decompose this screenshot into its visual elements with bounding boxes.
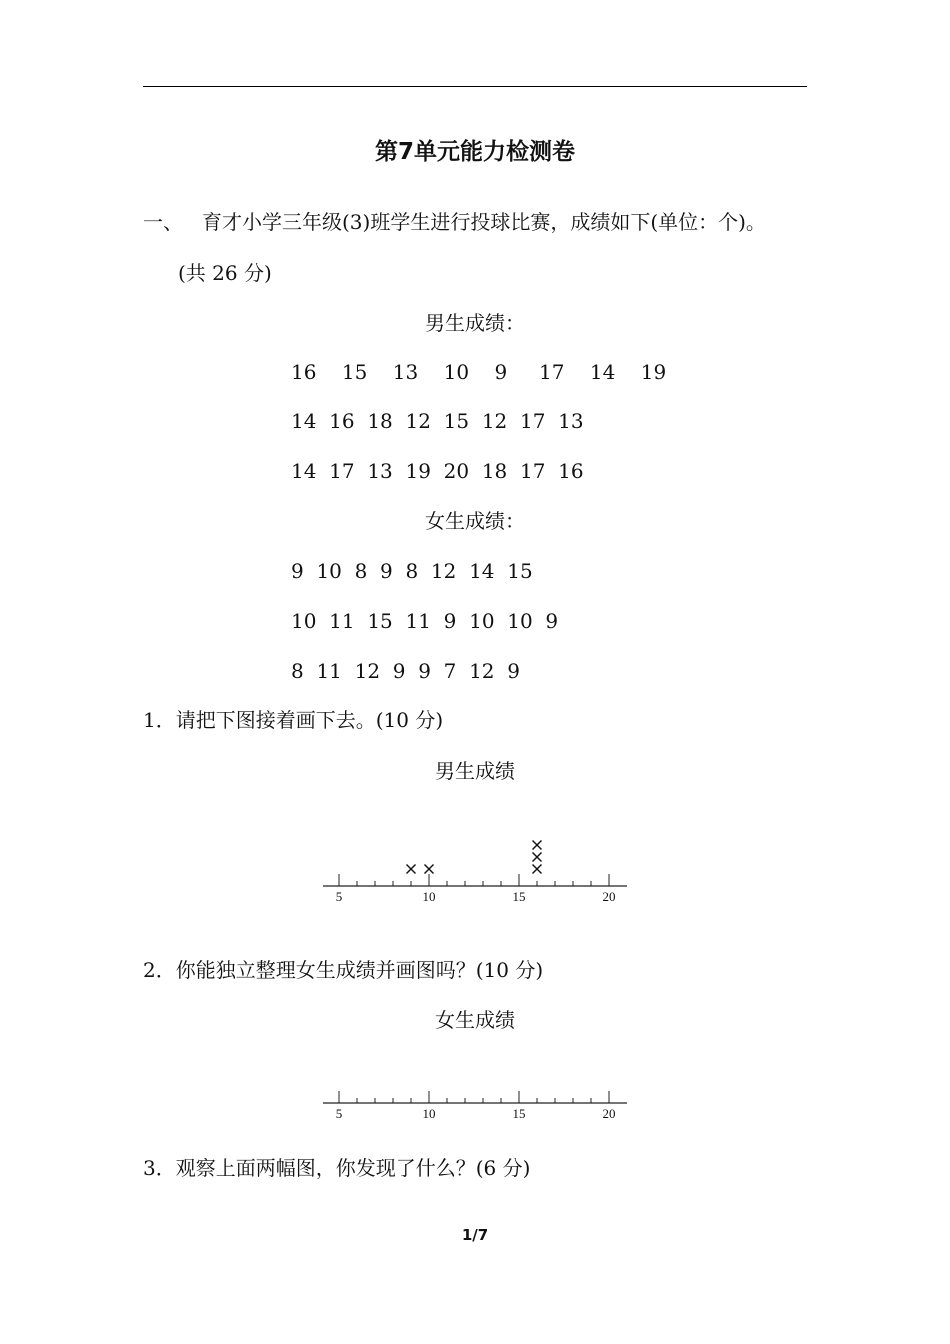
section-text: 育才小学三年级(3)班学生进行投球比赛，成绩如下(单位：个)。 [202, 210, 766, 234]
question-1: 1．请把下图接着画下去。(10 分) [143, 708, 444, 732]
girls-row: 9 10 8 9 8 12 14 15 [291, 559, 533, 583]
tick-label: 5 [335, 889, 343, 904]
boys-row: 16 15 13 10 9 17 14 19 [291, 360, 667, 384]
cross-mark [533, 841, 542, 850]
question-3: 3．观察上面两幅图，你发现了什么？(6 分) [143, 1156, 531, 1180]
tick-label: 10 [422, 1106, 436, 1121]
section-score: (共 26 分) [178, 261, 272, 285]
girls-heading: 女生成绩： [425, 509, 525, 533]
cross-mark [407, 865, 416, 874]
chart-title-boys: 男生成绩 [435, 759, 515, 783]
cross-mark [533, 853, 542, 862]
cross-mark [425, 865, 434, 874]
page-title: 第7单元能力检测卷 [374, 139, 575, 165]
tick-label: 15 [512, 1106, 526, 1121]
chart-title-girls: 女生成绩 [435, 1008, 515, 1032]
cross-mark [533, 865, 542, 874]
question-2: 2．你能独立整理女生成绩并画图吗？(10 分) [143, 958, 544, 982]
tick-label: 15 [512, 889, 526, 904]
header-rule [143, 86, 807, 87]
tick-label: 20 [602, 889, 616, 904]
section-number: 一、 [143, 210, 183, 234]
dot-plot-girls [0, 1060, 950, 1140]
dot-plot-boys [0, 820, 950, 920]
boys-row: 14 17 13 19 20 18 17 16 [291, 459, 584, 483]
page-number: 1/7 [461, 1226, 489, 1244]
girls-row: 10 11 15 11 9 10 10 9 [291, 609, 559, 633]
girls-row: 8 11 12 9 9 7 12 9 [291, 659, 520, 683]
boys-heading: 男生成绩： [425, 311, 525, 335]
tick-label: 10 [422, 889, 436, 904]
boys-row: 14 16 18 12 15 12 17 13 [291, 409, 584, 433]
tick-label: 5 [335, 1106, 343, 1121]
tick-label: 20 [602, 1106, 616, 1121]
